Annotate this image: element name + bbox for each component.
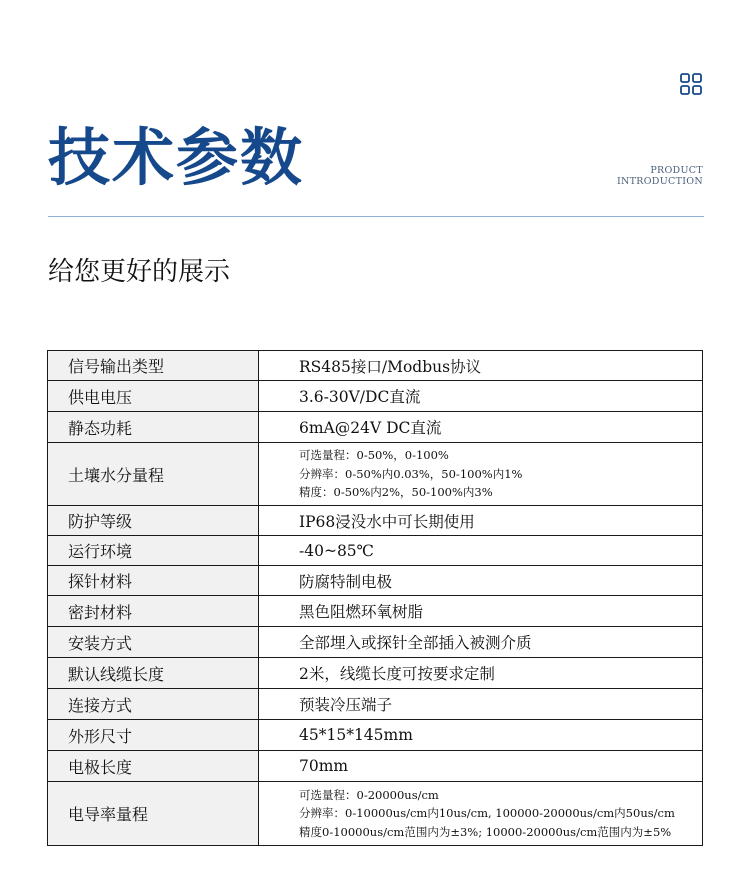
spec-value-line: 精度：0-50%内2%，50-100%内3%	[299, 485, 493, 500]
page-title: 技术参数	[48, 121, 305, 194]
spec-row	[48, 351, 703, 381]
spec-label: 防护等级	[48, 506, 259, 536]
spec-row	[48, 689, 703, 720]
spec-value-multiline	[259, 443, 703, 506]
spec-row	[48, 751, 703, 782]
spec-label: 供电电压	[48, 381, 259, 412]
spec-label: 安装方式	[48, 627, 259, 658]
spec-row	[48, 566, 703, 596]
spec-value: 黑色阻燃环氧树脂	[259, 596, 703, 627]
spec-value: 6mA@24V DC直流	[259, 412, 703, 443]
spec-value: 2米，线缆长度可按要求定制	[259, 658, 703, 689]
product-introduction-label	[617, 165, 703, 187]
spec-label: 信号输出类型	[48, 351, 259, 381]
spec-label: 外形尺寸	[48, 720, 259, 751]
spec-row	[48, 627, 703, 658]
spec-value-multiline	[259, 782, 703, 846]
spec-row	[48, 782, 703, 846]
spec-value: 预装冷压端子	[259, 689, 703, 720]
spec-row	[48, 596, 703, 627]
grid-icon[interactable]	[680, 73, 702, 95]
spec-row	[48, 381, 703, 412]
spec-value: 70mm	[259, 751, 703, 782]
spec-value-line: 可选量程：0-50%，0-100%	[299, 448, 449, 463]
spec-label: 默认线缆长度	[48, 658, 259, 689]
spec-label: 电极长度	[48, 751, 259, 782]
spec-row	[48, 506, 703, 536]
spec-label: 密封材料	[48, 596, 259, 627]
spec-label: 静态功耗	[48, 412, 259, 443]
spec-label: 连接方式	[48, 689, 259, 720]
spec-value-line: 可选量程：0-20000us/cm	[299, 787, 439, 802]
header-divider	[48, 216, 704, 217]
spec-row	[48, 536, 703, 566]
spec-value: 防腐特制电极	[259, 566, 703, 596]
spec-table	[47, 350, 703, 846]
spec-value: RS485接口/Modbus协议	[259, 351, 703, 381]
spec-value: 45*15*145mm	[259, 720, 703, 751]
spec-label: 电导率量程	[48, 782, 259, 846]
introduction-label: INTRODUCTION	[616, 176, 703, 187]
spec-value-line: 精度0-10000us/cm范围内为±3%; 10000-20000us/cm范围内为±5%	[299, 824, 672, 839]
page-subtitle: 给您更好的展示	[48, 257, 231, 287]
spec-row	[48, 658, 703, 689]
spec-value-line: 分辨率：0-10000us/cm内10us/cm, 100000-20000us/cm内50us/cm	[299, 806, 675, 821]
spec-label: 土壤水分量程	[48, 443, 259, 506]
spec-row	[48, 443, 703, 506]
spec-row	[48, 412, 703, 443]
spec-value: -40~85℃	[259, 536, 703, 566]
spec-label: 运行环境	[48, 536, 259, 566]
spec-row	[48, 720, 703, 751]
spec-value: 3.6-30V/DC直流	[259, 381, 703, 412]
spec-value-line: 分辨率：0-50%内0.03%，50-100%内1%	[299, 466, 523, 481]
spec-value: IP68浸没水中可长期使用	[259, 506, 703, 536]
product-label: PRODUCT	[650, 165, 703, 176]
spec-label: 探针材料	[48, 566, 259, 596]
spec-value: 全部埋入或探针全部插入被测介质	[259, 627, 703, 658]
